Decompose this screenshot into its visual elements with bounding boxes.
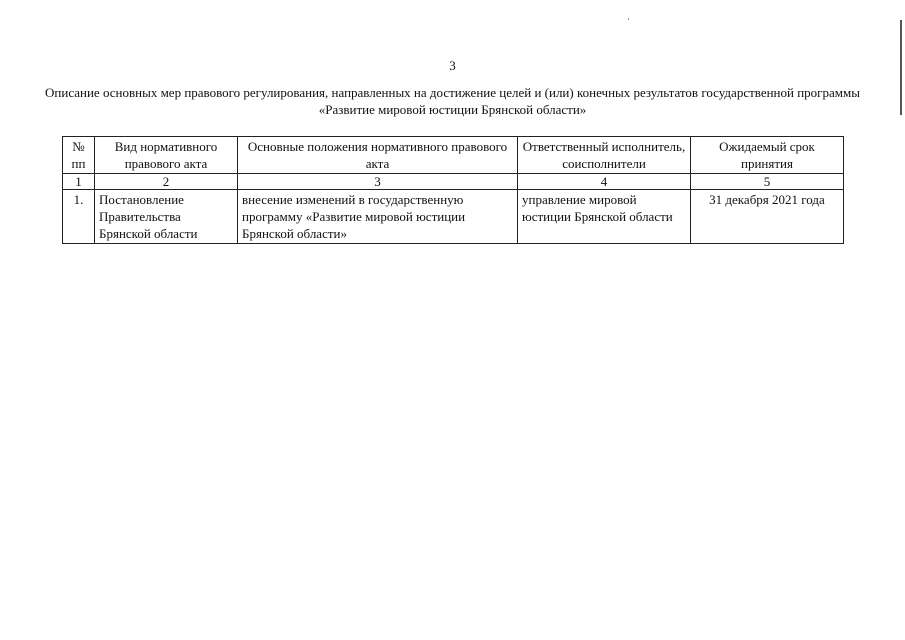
column-number: 4 xyxy=(518,174,691,190)
table-header-row xyxy=(63,137,844,174)
column-number: 2 xyxy=(95,174,238,190)
row-deadline: 31 декабря 2021 года xyxy=(691,190,844,244)
header-act-type: Вид нормативного правового акта xyxy=(95,137,238,174)
row-responsible: управление мировой юстиции Брянской области xyxy=(518,190,691,244)
column-number-row xyxy=(63,174,844,190)
row-act-type: Постановление Правительства Брянской области xyxy=(95,190,238,244)
page-number: 3 xyxy=(449,58,456,73)
scan-speck xyxy=(628,18,629,20)
header-deadline: Ожидаемый срок принятия xyxy=(691,137,844,174)
row-provisions: внесение изменений в государственную программу «Развитие мировой юстиции Брянской области» xyxy=(238,190,518,244)
column-number: 1 xyxy=(63,174,95,190)
column-number: 3 xyxy=(238,174,518,190)
header-provisions: Основные положения нормативного правового акта xyxy=(238,137,518,174)
header-number: № пп xyxy=(63,137,95,174)
table-row xyxy=(63,190,844,244)
header-responsible: Ответственный исполнитель, соисполнители xyxy=(518,137,691,174)
column-number: 5 xyxy=(691,174,844,190)
measures-table xyxy=(62,136,844,244)
document-title: Описание основных мер правового регулирования, направленных на достижение целей и (или) конечных результатов государственной программы «Развитие мировой юстиции Брянской области» xyxy=(45,85,860,117)
row-number: 1. xyxy=(63,190,95,244)
